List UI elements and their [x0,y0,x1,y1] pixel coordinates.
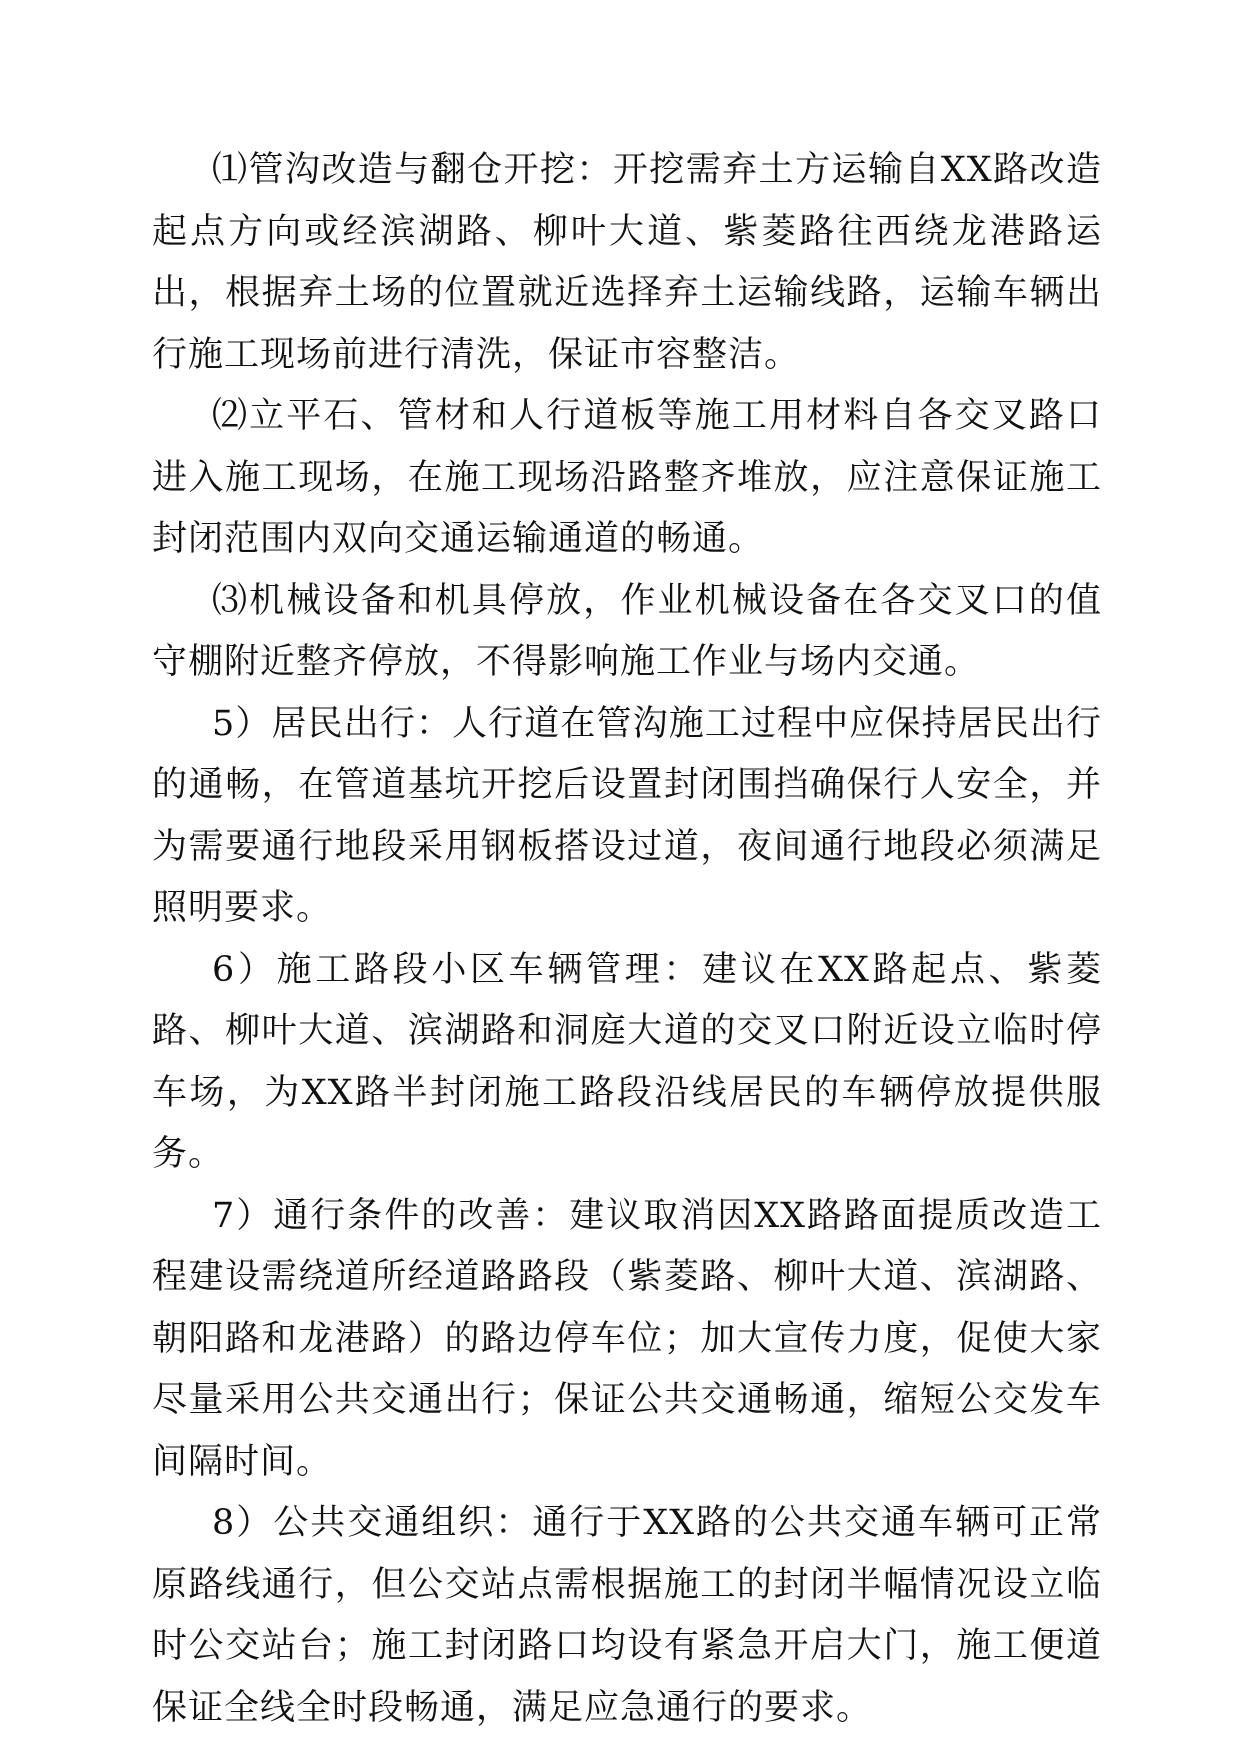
paragraph-4: 5）居民出行：人行道在管沟施工过程中应保持居民出行的通畅，在管道基坑开挖后设置封闭围挡确保行人安全，并为需要通行地段采用钢板搭设过道，夜间通行地段必须满足照明要求。 [152,703,1102,928]
paragraph-2: ⑵立平石、管材和人行道板等施工用材料自各交叉路口进入施工现场，在施工现场沿路整齐堆放，应注意保证施工封闭范围内双向交通运输通道的畅通。 [152,396,1102,559]
paragraph-5: 6）施工路段小区车辆管理：建议在XX路起点、紫菱路、柳叶大道、滨湖路和洞庭大道的交叉口附近设立临时停车场，为XX路半封闭施工路段沿线居民的车辆停放提供服务。 [152,949,1102,1174]
paragraph-7: 8）公共交通组织：通行于XX路的公共交通车辆可正常原路线通行，但公交站点需根据施工的封闭半幅情况设立临时公交站台；施工封闭路口均设有紧急开启大门，施工便道保证全线全时段畅通，满足应急通行的要求。 [152,1503,1102,1728]
paragraph-6: 7）通行条件的改善：建议取消因XX路路面提质改造工程建设需绕道所经道路路段（紫菱路、柳叶大道、滨湖路、朝阳路和龙港路）的路边停车位；加大宣传力度，促使大家尽量采用公共交通出行；保证公共交通畅通，缩短公交发车间隔时间。 [152,1195,1102,1482]
paragraph-3: ⑶机械设备和机具停放，作业机械设备在各交叉口的值守棚附近整齐停放，不得影响施工作业与场内交通。 [152,580,1102,682]
document-body [152,140,1102,1739]
paragraph-1: ⑴管沟改造与翻仓开挖：开挖需弃土方运输自XX路改造起点方向或经滨湖路、柳叶大道、紫菱路往西绕龙港路运出，根据弃土场的位置就近选择弃土运输线路，运输车辆出行施工现场前进行清洗，保证市容整洁。 [152,150,1102,375]
